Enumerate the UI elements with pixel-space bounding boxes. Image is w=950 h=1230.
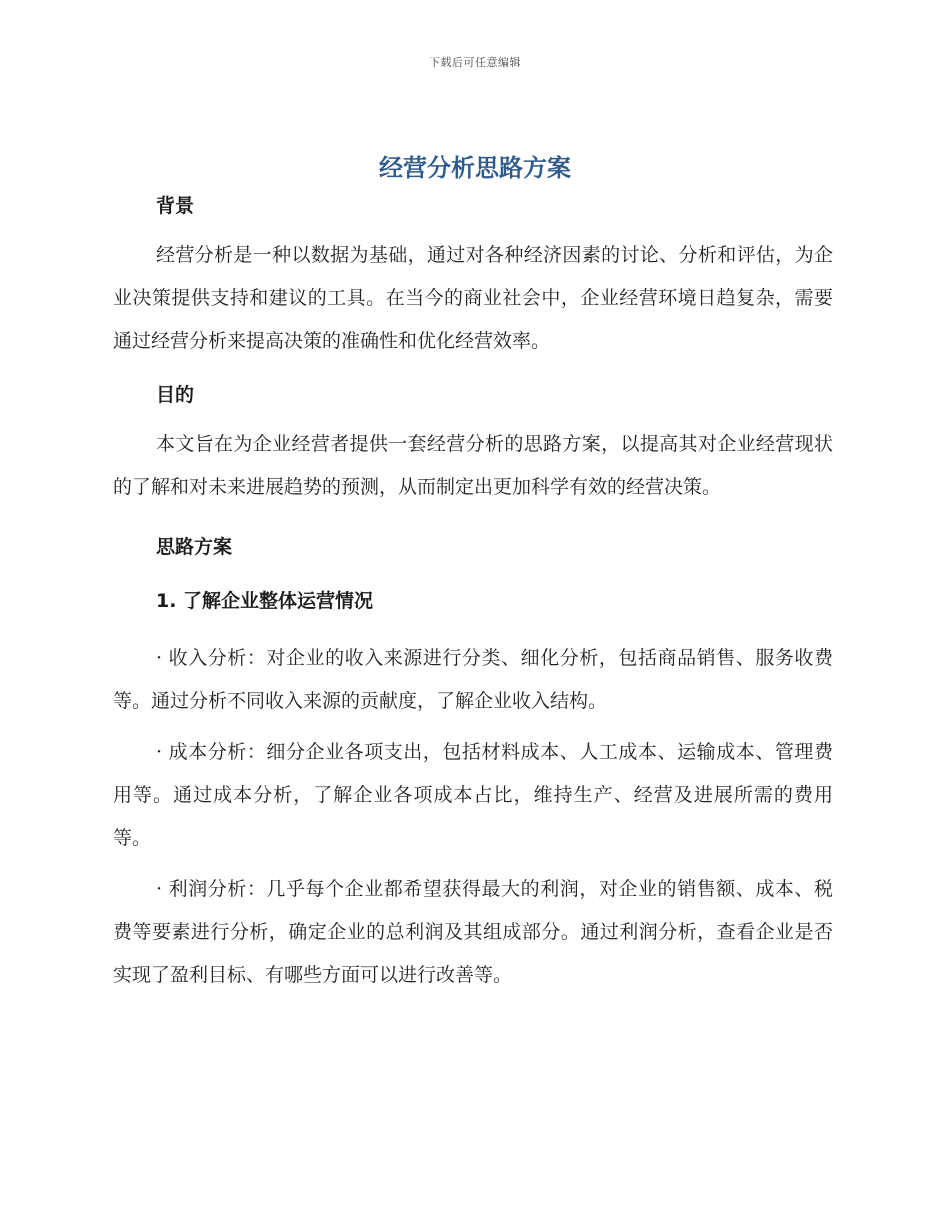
- header-note: 下载后可任意编辑: [429, 56, 521, 69]
- list-item-cost-analysis: · 成本分析：细分企业各项支出，包括材料成本、人工成本、运输成本、管理费用等。通过成本分析，了解企业各项成本占比，维持生产、经营及进展所需的费用等。: [113, 741, 833, 849]
- section-heading-background: 背景: [156, 195, 195, 217]
- subsection-heading-step1: 1. 了解企业整体运营情况: [156, 590, 374, 612]
- paragraph-purpose: 本文旨在为企业经营者提供一套经营分析的思路方案，以提高其对企业经营现状的了解和对未来进展趋势的预测，从而制定出更加科学有效的经营决策。: [113, 433, 833, 498]
- document-title: 经营分析思路方案: [379, 154, 571, 182]
- paragraph-background: 经营分析是一种以数据为基础，通过对各种经济因素的讨论、分析和评估，为企业决策提供支持和建议的工具。在当今的商业社会中，企业经营环境日趋复杂，需要通过经营分析来提高决策的准确性和优化经营效率。: [113, 244, 833, 352]
- list-item-income-analysis: · 收入分析：对企业的收入来源进行分类、细化分析，包括商品销售、服务收费等。通过分析不同收入来源的贡献度，了解企业收入结构。: [113, 647, 833, 712]
- document-body: [113, 190, 833, 997]
- section-heading-approach: 思路方案: [156, 536, 233, 558]
- list-item-profit-analysis: · 利润分析：几乎每个企业都希望获得最大的利润，对企业的销售额、成本、税费等要素进行分析，确定企业的总利润及其组成部分。通过利润分析，查看企业是否实现了盈利目标、有哪些方面可以进行改善等。: [113, 878, 833, 986]
- section-heading-purpose: 目的: [156, 384, 195, 406]
